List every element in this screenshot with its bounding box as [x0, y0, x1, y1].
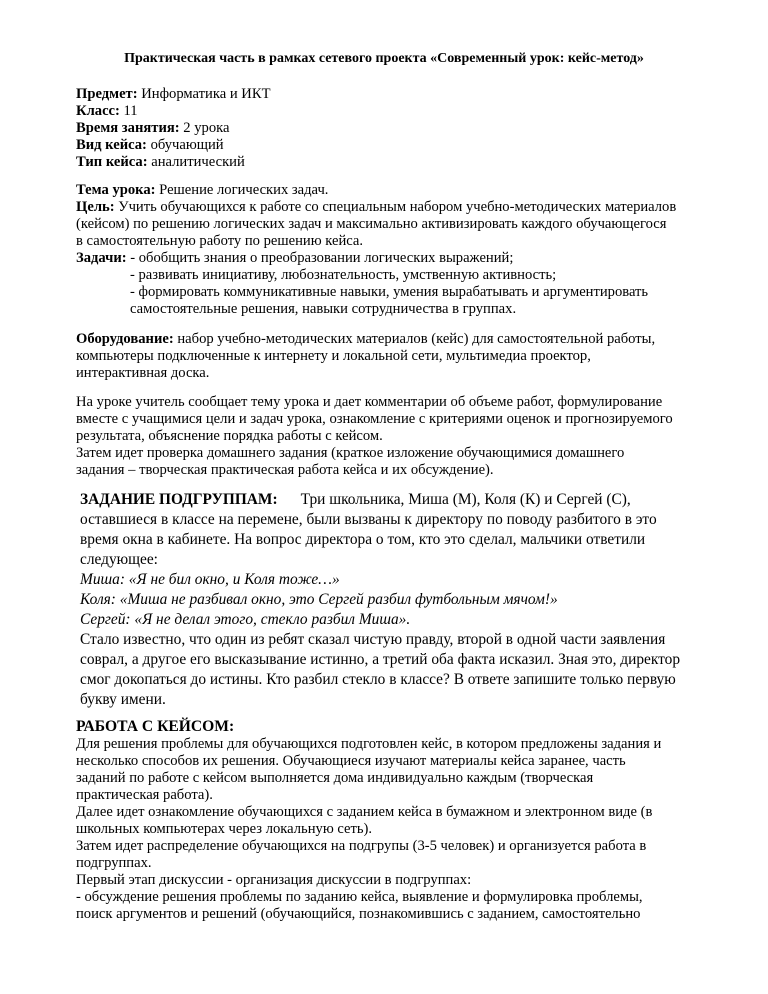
subgroup-task-line-3: время окна в кабинете. На вопрос директора о том, кто это сделал, мальчики ответили — [80, 531, 646, 548]
case-type-label: Вид кейса: — [76, 137, 147, 153]
subgroup-task-text-1: Три школьника, Миша (М), Коля (К) и Сергей (С), — [277, 491, 631, 508]
quote-misha: Миша: «Я не бил окно, и Коля тоже…» — [80, 571, 340, 588]
goal-line-1 — [76, 199, 676, 216]
time-line — [76, 120, 229, 137]
equipment-text-1: набор учебно-методических материалов (кейс) для самостоятельной работы, — [173, 331, 656, 347]
case-work-line-8: подгруппах. — [76, 855, 152, 871]
case-work-line-9: Первый этап дискуссии - организация дискуссии в подгруппах: — [76, 872, 472, 888]
goal-line-3: в самостоятельную работу по решению кейса. — [76, 233, 364, 249]
tasks-item-1: - обобщить знания о преобразовании логических выражений; — [126, 250, 514, 266]
tasks-label: Задачи: — [76, 250, 127, 266]
tasks-item-2: - развивать инициативу, любознательность, умственную активность; — [130, 267, 557, 283]
tasks-item-3: - формировать коммуникативные навыки, умения вырабатывать и аргументировать — [130, 284, 649, 300]
case-work-line-11: поиск аргументов и решений (обучающийся, познакомившись с заданием, самостоятельно — [76, 906, 641, 922]
case-kind-value: аналитический — [147, 154, 245, 170]
intro-line-1: На уроке учитель сообщает тему урока и дает комментарии об объеме работ, формулирование — [76, 394, 663, 410]
topic-line — [76, 182, 328, 199]
equipment-label: Оборудование: — [76, 331, 174, 347]
subject-label: Предмет: — [76, 86, 138, 102]
topic-label: Тема урока: — [76, 182, 156, 198]
time-value: 2 урока — [179, 120, 230, 136]
subgroup-task-line-5: Стало известно, что один из ребят сказал чистую правду, второй в одной части заявления — [80, 631, 666, 648]
goal-label: Цель: — [76, 199, 115, 215]
equipment-line-1 — [76, 331, 655, 348]
subject-value: Информатика и ИКТ — [137, 86, 271, 102]
topic-value: Решение логических задач. — [155, 182, 329, 198]
quote-kolya: Коля: «Миша не разбивал окно, это Сергей разбил футбольным мячом!» — [80, 591, 558, 608]
subgroup-task-line-4: следующее: — [80, 551, 158, 568]
class-label: Класс: — [76, 103, 120, 119]
case-work-line-7: Затем идет распределение обучающихся на подгрупы (3-5 человек) и организуется работа в — [76, 838, 647, 854]
case-kind-label: Тип кейса: — [76, 154, 148, 170]
subgroup-task-line-7: смог докопаться до истины. Кто разбил стекло в классе? В ответе запишите только первую — [80, 671, 676, 688]
case-work-line-1: Для решения проблемы для обучающихся подготовлен кейс, в котором предложены задания и — [76, 736, 662, 752]
case-work-line-4: практическая работа). — [76, 787, 213, 803]
case-work-line-2: несколько способов их решения. Обучающиеся изучают материалы кейса заранее, часть — [76, 753, 626, 769]
intro-line-4: Затем идет проверка домашнего задания (краткое изложение обучающимися домашнего — [76, 445, 625, 461]
equipment-line-2: компьютеры подключенные к интернету и локальной сети, мультимедиа проектор, — [76, 348, 591, 364]
equipment-line-3: интерактивная доска. — [76, 365, 210, 381]
intro-line-2: вместе с учащимися цели и задач урока, ознакомление с критериями оценок и прогнозируемого — [76, 411, 673, 427]
case-work-heading: РАБОТА С КЕЙСОМ: — [76, 718, 235, 735]
time-label: Время занятия: — [76, 120, 180, 136]
quote-sergey: Сергей: «Я не делал этого, стекло разбил Миша». — [80, 611, 411, 628]
subject-line — [76, 86, 270, 103]
tasks-line-1 — [76, 250, 513, 267]
case-type-value: обучающий — [146, 137, 224, 153]
subgroup-task-line-8: букву имени. — [80, 691, 166, 708]
subgroup-task-line-1 — [80, 490, 631, 510]
intro-line-5: задания – творческая практическая работа кейса и их обсуждение). — [76, 462, 494, 478]
intro-line-3: результата, объяснение порядка работы с кейсом. — [76, 428, 383, 444]
case-work-line-5: Далее идет ознакомление обучающихся с заданием кейса в бумажном и электронном виде (в — [76, 804, 653, 820]
subgroup-task-line-6: соврал, а другое его высказывание истинно, а третий оба факта исказил. Зная это, директор — [80, 651, 681, 668]
goal-text-1: Учить обучающихся к работе со специальным набором учебно-методических материалов — [114, 199, 677, 215]
class-line — [76, 103, 138, 120]
goal-line-2: (кейсом) по решению логических задач и максимально активизировать каждого обучающегося — [76, 216, 667, 232]
subgroup-task-label: ЗАДАНИЕ ПОДГРУППАМ: — [80, 491, 278, 508]
case-work-line-3: заданий по работе с кейсом выполняется дома индивидуально каждым (творческая — [76, 770, 594, 786]
case-kind-line — [76, 154, 245, 171]
page-title: Практическая часть в рамках сетевого проекта «Современный урок: кейс-метод» — [124, 51, 644, 66]
subgroup-task-line-2: оставшиеся в классе на перемене, были вызваны к директору по поводу разбитого в это — [80, 511, 657, 528]
case-work-line-6: школьных компьютерах через локальную сеть). — [76, 821, 373, 837]
class-value: 11 — [119, 103, 138, 119]
case-work-line-10: - обсуждение решения проблемы по заданию кейса, выявление и формулировка проблемы, — [76, 889, 643, 905]
case-type-line — [76, 137, 224, 154]
tasks-item-3b: самостоятельные решения, навыки сотрудничества в группах. — [130, 301, 517, 317]
